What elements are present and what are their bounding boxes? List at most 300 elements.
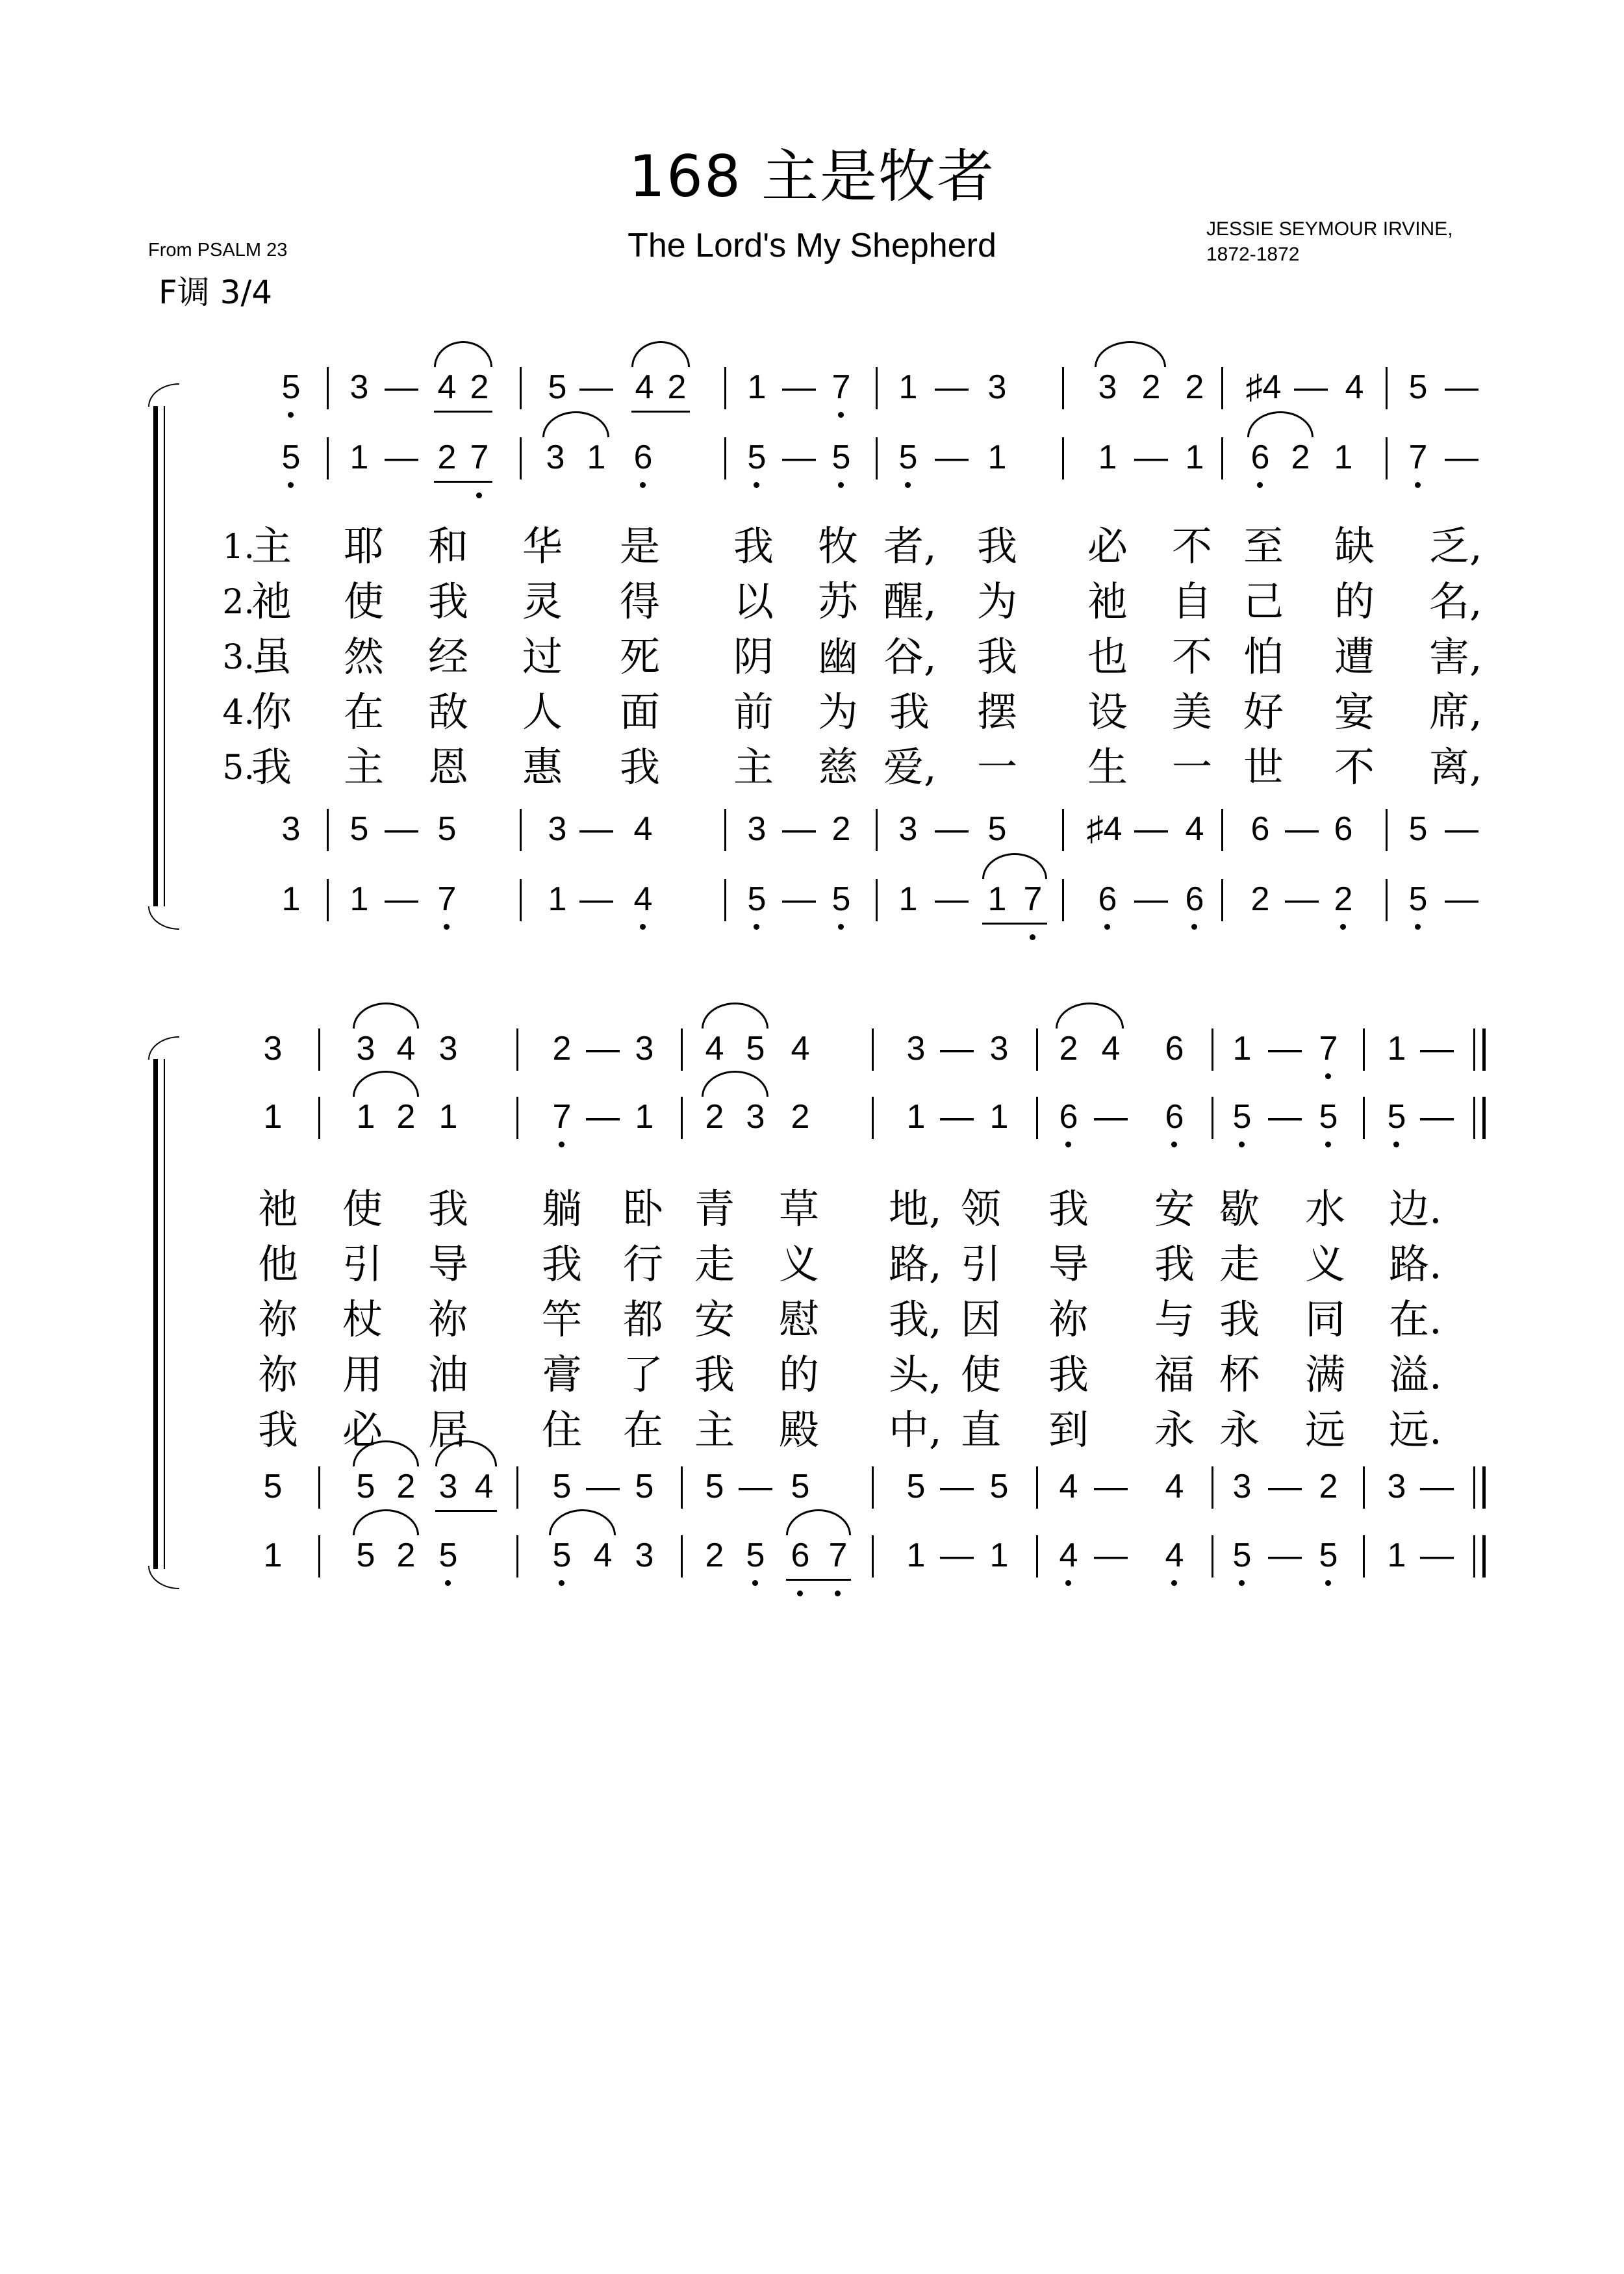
note: 3 [349,368,369,406]
dash: — [385,880,418,918]
bracket-bottom-hook [148,1566,179,1589]
lyric-syllable: 膏 [541,1351,582,1398]
note: 7 [828,1537,848,1574]
note: 1 [1232,1030,1252,1067]
note: 5 [906,1468,926,1505]
lyric-syllable: 名, [1429,578,1482,625]
low-octave-dot [1065,1580,1071,1586]
lyric-syllable: 的 [1334,578,1375,625]
dash: — [782,368,816,406]
lyric-syllable: 义 [778,1240,819,1288]
note: 5 [552,1537,572,1574]
note: 5 [1232,1537,1252,1574]
note: 4 [1059,1537,1078,1574]
dash: — [1445,880,1478,918]
note: 6 [1185,880,1204,918]
dash: — [1420,1537,1454,1574]
lyric-syllable: 我 [976,633,1017,680]
barline [318,1028,320,1071]
barline [1036,1535,1038,1578]
note: 4 [1101,1030,1121,1067]
lyric-syllable: 祂 [1087,578,1128,625]
lyric-syllable: 使 [342,1185,383,1233]
note-sharp: ♯4 [1086,810,1123,848]
barline [1363,1466,1365,1509]
lyric-syllable: 直 [960,1406,1001,1453]
note: 3 [989,1030,1009,1067]
barline [516,1097,518,1139]
note: 1 [898,368,918,406]
low-octave-dot [1065,1142,1071,1147]
dash: — [1420,1098,1454,1136]
dash: — [782,810,816,848]
barline [681,1535,683,1578]
note: 3 [747,810,767,848]
note: 1 [987,439,1007,476]
lyric-syllable: 安 [1154,1185,1195,1233]
lyric-syllable: 慈 [817,743,858,791]
dash: — [935,368,969,406]
lyric-syllable: 不 [1171,522,1212,570]
note: 1 [1387,1537,1406,1574]
note: 3 [281,810,301,848]
lyric-syllable: 我 [733,522,774,570]
lyric-syllable: 害, [1429,633,1482,680]
barline [1036,1466,1038,1509]
dash: — [1134,880,1168,918]
lyric-syllable: 头, [889,1351,942,1398]
lyric-syllable: 到 [1048,1406,1089,1453]
lyric-syllable: 惠 [522,743,563,791]
note: 4 [635,368,654,406]
lyric-syllable: 引 [342,1240,383,1288]
lyric-syllable: 永 [1219,1406,1260,1453]
barline [1036,1097,1038,1139]
note: 4 [633,880,653,918]
hymn-title: 168 主是牧者 [629,143,995,210]
note: 2 [705,1537,724,1574]
low-octave-dot [1171,1580,1177,1586]
note: 2 [1319,1468,1338,1505]
low-octave-dot [559,1142,565,1147]
note: 1 [898,880,918,918]
lyric-syllable: 歇 [1219,1185,1260,1233]
note: 1 [263,1098,283,1136]
lyric-syllable: 耶 [343,522,384,570]
dash: — [579,880,613,918]
lyric-syllable: 使 [343,578,384,625]
lyric-syllable: 竿 [541,1296,582,1343]
note: 1 [349,880,369,918]
note: 1 [989,1537,1009,1574]
note-sharp: ♯4 [1245,368,1282,406]
lyric-syllable: 草 [778,1185,819,1233]
low-octave-dot [1325,1142,1331,1147]
note: 6 [1250,439,1270,476]
lyric-syllable: 经 [427,633,468,680]
dash: — [1420,1030,1454,1067]
barline [516,1535,518,1578]
note: 2 [437,439,457,476]
hymn-english-title: The Lord's My Shepherd [628,227,996,264]
lyric-syllable: 他 [257,1240,298,1288]
note: 1 [1185,439,1204,476]
lyric-syllable: 过 [522,633,563,680]
note: 1 [906,1098,926,1136]
low-octave-dot [1171,1142,1177,1147]
lyric-syllable: 我 [694,1351,735,1398]
lyric-syllable: 边. [1389,1185,1442,1233]
lyric-syllable: 灵 [522,578,563,625]
note: 5 [281,439,301,476]
barline [516,1028,518,1071]
note: 6 [1165,1030,1184,1067]
lyric-syllable: 义 [1304,1240,1345,1288]
lyric-syllable: 青 [694,1185,735,1233]
lyric-syllable: 一 [976,743,1017,791]
barline [1363,1097,1365,1139]
note: 2 [1059,1030,1078,1067]
dash: — [935,810,969,848]
lyric-syllable: 路. [1389,1240,1442,1288]
note: 6 [1334,810,1353,848]
lyric-syllable: 美 [1171,688,1212,735]
barline [1363,1028,1365,1071]
note: 4 [1059,1468,1078,1505]
lyric-syllable: 华 [522,522,563,570]
note: 3 [356,1030,375,1067]
lyric-syllable: 不 [1334,743,1375,791]
lyric-syllable: 我 [619,743,660,791]
lyric-syllable: 一 [1171,743,1212,791]
barline [516,1466,518,1509]
dash: — [935,439,969,476]
barline [1363,1535,1365,1578]
note: 1 [1334,439,1353,476]
lyric-syllable: 乏, [1429,522,1482,570]
dash: — [1268,1030,1302,1067]
dash: — [1094,1468,1128,1505]
lyric-syllable: 远. [1389,1406,1442,1453]
note: 1 [587,439,606,476]
beam [435,1510,497,1512]
dash: — [940,1030,974,1067]
dash: — [1094,1098,1128,1136]
note: 4 [633,810,653,848]
lyric-syllable: 以 [733,578,774,625]
barline [318,1097,320,1139]
final-barline-thick [1482,1466,1486,1509]
lyric-syllable: 走 [694,1240,735,1288]
dash: — [579,368,613,406]
lyric-syllable: 我 [1154,1240,1195,1288]
lyric-syllable: 杯 [1219,1351,1260,1398]
lyric-syllable: 醒, [883,578,937,625]
note: 5 [747,880,767,918]
slur [702,1071,768,1097]
note: 5 [1408,810,1428,848]
barline [1212,1466,1213,1509]
note: 5 [791,1468,810,1505]
low-octave-dot [1325,1073,1331,1079]
barline [681,1097,683,1139]
note: 5 [746,1030,765,1067]
note: 5 [747,439,767,476]
lyric-syllable: 至 [1243,522,1284,570]
slur [549,1509,616,1535]
lyric-syllable: 住 [541,1406,582,1453]
lyric-syllable: 祂 [257,1185,298,1233]
barline [318,1466,320,1509]
note: 7 [1408,439,1428,476]
note: 4 [791,1030,810,1067]
lyric-syllable: 水 [1304,1185,1345,1233]
barline [1212,1535,1213,1578]
lyric-syllable: 我, [889,1296,942,1343]
lyric-syllable: 我 [889,688,930,735]
lyric-syllable: 也 [1087,633,1128,680]
barline [681,1466,683,1509]
lyric-syllable: 在 [622,1406,663,1453]
dash: — [586,1468,620,1505]
lyric-syllable: 满 [1304,1351,1345,1398]
note: 2 [470,368,489,406]
dash: — [739,1468,772,1505]
verse-number: 3. [222,638,255,677]
note: 3 [1387,1468,1406,1505]
note: 1 [438,1098,458,1136]
dash: — [1445,810,1478,848]
lyric-syllable: 溢. [1389,1351,1442,1398]
barline [1212,1097,1213,1139]
lyric-syllable: 我 [1048,1351,1089,1398]
lyric-syllable: 路, [889,1240,942,1288]
slur [1056,1003,1124,1028]
lyric-syllable: 祢 [427,1296,468,1343]
lyric-syllable: 苏 [817,578,858,625]
lyric-syllable: 殿 [778,1406,819,1453]
note: 4 [396,1030,416,1067]
lyric-syllable: 和 [427,522,468,570]
note: 5 [746,1537,765,1574]
final-barline-thick [1482,1097,1486,1139]
note: 5 [548,368,567,406]
author-name: JESSIE SEYMOUR IRVINE, [1206,218,1453,240]
lyric-syllable: 使 [960,1351,1001,1398]
note: 1 [281,880,301,918]
lyric-syllable: 了 [622,1351,663,1398]
note: 2 [1250,880,1270,918]
lyric-syllable: 宴 [1334,688,1375,735]
low-octave-dot [835,1591,841,1596]
dash: — [1268,1098,1302,1136]
note: 1 [548,880,567,918]
dash: — [385,810,418,848]
lyric-syllable: 爱, [883,743,937,791]
note: 5 [349,810,369,848]
note: 3 [746,1098,765,1136]
note: 2 [831,810,851,848]
note: 7 [552,1098,572,1136]
lyric-syllable: 祢 [1048,1296,1089,1343]
lyric-syllable: 祂 [251,578,292,625]
lyric-syllable: 我 [427,1185,468,1233]
verse-number: 2. [222,583,255,622]
lyric-syllable: 前 [733,688,774,735]
lyric-syllable: 虽 [251,633,292,680]
low-octave-dot [1393,1142,1399,1147]
lyric-syllable: 引 [960,1240,1001,1288]
note: 6 [1059,1098,1078,1136]
dash: — [1445,368,1478,406]
lyric-syllable: 席, [1429,688,1482,735]
lyric-syllable: 居 [427,1406,468,1453]
lyric-syllable: 领 [960,1185,1001,1233]
lyric-syllable: 导 [427,1240,468,1288]
note: 2 [1334,880,1353,918]
note: 5 [1232,1098,1252,1136]
final-barline [1473,1535,1475,1578]
final-barline-thick [1482,1028,1486,1071]
barline [872,1535,874,1578]
note: 2 [396,1468,416,1505]
note: 5 [831,439,851,476]
note: 4 [593,1537,613,1574]
lyric-syllable: 用 [342,1351,383,1398]
lyric-syllable: 在. [1389,1296,1442,1343]
dash: — [1445,439,1478,476]
lyric-syllable: 恩 [427,743,468,791]
dash: — [1285,880,1319,918]
verse-number: 4. [222,693,255,732]
note: 1 [263,1537,283,1574]
note: 3 [635,1537,654,1574]
lyric-syllable: 牧 [817,522,858,570]
note: 1 [987,880,1007,918]
dash: — [385,368,418,406]
dash: — [579,810,613,848]
note: 4 [705,1030,724,1067]
barline [872,1466,874,1509]
lyric-syllable: 缺 [1334,522,1375,570]
slur [353,1071,419,1097]
lyric-syllable: 为 [976,578,1017,625]
lyric-syllable: 同 [1304,1296,1345,1343]
lyric-syllable: 离, [1429,743,1482,791]
dash: — [940,1468,974,1505]
lyric-syllable: 必 [1087,522,1128,570]
note: 2 [1141,368,1161,406]
lyric-syllable: 幽 [817,633,858,680]
note: 7 [437,880,457,918]
lyric-syllable: 遭 [1334,633,1375,680]
lyric-syllable: 中, [889,1406,942,1453]
lyric-syllable: 是 [619,522,660,570]
lyric-syllable: 地, [889,1185,942,1233]
note: 6 [791,1537,810,1574]
dash: — [1094,1537,1128,1574]
dash: — [1134,439,1168,476]
note: 2 [705,1098,724,1136]
lyric-syllable: 必 [342,1406,383,1453]
lyric-syllable: 不 [1171,633,1212,680]
low-octave-dot [559,1580,565,1586]
lyric-syllable: 福 [1154,1351,1195,1398]
dash: — [940,1098,974,1136]
lyric-syllable: 永 [1154,1406,1195,1453]
note: 2 [396,1098,416,1136]
barline [318,1535,320,1578]
final-barline-thick [1482,1535,1486,1578]
low-octave-dot [1239,1142,1245,1147]
lyric-syllable: 然 [343,633,384,680]
lyric-syllable: 阴 [733,633,774,680]
barline [1212,1028,1213,1071]
lyric-syllable: 我 [251,743,292,791]
note: 7 [831,368,851,406]
lyric-syllable: 远 [1304,1406,1345,1453]
dash: — [385,439,418,476]
note: 3 [263,1030,283,1067]
final-barline [1473,1097,1475,1139]
system-bracket [153,1059,165,1569]
note: 5 [987,810,1007,848]
note: 5 [263,1468,283,1505]
note: 2 [396,1537,416,1574]
note: 2 [552,1030,572,1067]
lyric-syllable: 躺 [541,1185,582,1233]
lyric-syllable: 世 [1243,743,1284,791]
dash: — [586,1098,620,1136]
low-octave-dot [1239,1580,1245,1586]
barline [872,1097,874,1139]
lyric-syllable: 敌 [427,688,468,735]
slur [702,1003,768,1028]
dash: — [940,1537,974,1574]
dash: — [782,880,816,918]
note: 4 [1345,368,1364,406]
note: 5 [356,1537,375,1574]
dash: — [1294,368,1328,406]
note: 2 [667,368,687,406]
verse-number: 5. [222,748,255,787]
note: 6 [633,439,653,476]
note: 1 [356,1098,375,1136]
low-octave-dot [797,1591,803,1596]
lyric-syllable: 好 [1243,688,1284,735]
lyric-syllable: 设 [1087,688,1128,735]
lyric-syllable: 得 [619,578,660,625]
lyric-syllable: 主 [694,1406,735,1453]
lyric-syllable: 谷, [883,633,937,680]
note: 6 [1165,1098,1184,1136]
note: 2 [1291,439,1310,476]
slur [786,1509,851,1535]
final-barline [1473,1466,1475,1509]
note: 4 [474,1468,494,1505]
lyric-syllable: 为 [817,688,858,735]
note: 3 [1098,368,1117,406]
slur [353,1003,419,1028]
final-barline [1473,1028,1475,1071]
note: 5 [1387,1098,1406,1136]
note: 5 [1319,1098,1338,1136]
barline [681,1028,683,1071]
note: 4 [437,368,457,406]
lyric-syllable: 在 [343,688,384,735]
dash: — [1268,1537,1302,1574]
note: 5 [437,810,457,848]
